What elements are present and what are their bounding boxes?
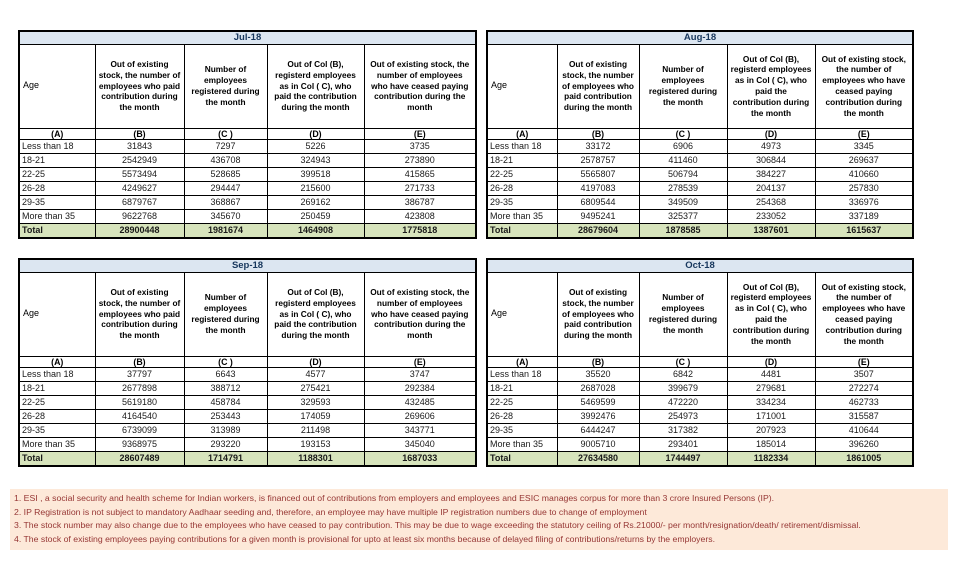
value-cell: 5619180 [95,395,184,409]
value-cell: 174059 [267,409,364,423]
value-cell: 278539 [639,181,727,195]
age-cell: More than 35 [19,209,95,223]
column-header-b: Out of existing stock, the number of employees who paid contribution during the month [95,272,184,356]
value-cell: 368867 [184,195,267,209]
value-cell: 415865 [364,167,476,181]
value-cell: 294447 [184,181,267,195]
total-value-cell: 1878585 [639,223,727,238]
total-value-cell: 1188301 [267,451,364,466]
total-label: Total [487,223,557,238]
value-cell: 2687028 [557,381,639,395]
value-cell: 257830 [815,181,913,195]
value-cell: 436708 [184,153,267,167]
column-header-age: Age [19,44,95,128]
age-cell: 18-21 [19,153,95,167]
total-value-cell: 1744497 [639,451,727,466]
value-cell: 528685 [184,167,267,181]
total-value-cell: 1182334 [727,451,815,466]
column-letter-a: (A) [19,356,95,367]
value-cell: 506794 [639,167,727,181]
footnote-3: 3. The stock number may also change due to the employees who have ceased to pay contribution. This may be due to wage exceeding the statutory ceiling of Rs.21000/- per month/resignation/death/ retirement/dismissal. [14,520,861,531]
sep-18-table [18,258,477,467]
footnote-2: 2. IP Registration is not subject to mandatory Aadhaar seeding and, therefore, an employee may have multiple IP registration numbers due to change of employment [14,506,647,517]
month-header-row [19,259,476,272]
age-cell: 18-21 [487,381,557,395]
age-cell: 18-21 [487,153,557,167]
value-cell: 254368 [727,195,815,209]
value-cell: 432485 [364,395,476,409]
table-row [19,209,476,223]
column-header-b: Out of existing stock, the number of employees who paid contribution during the month [557,44,639,128]
month-title: Oct-18 [487,259,913,272]
age-cell: 26-28 [487,409,557,423]
value-cell: 6643 [184,367,267,381]
table-row [19,395,476,409]
value-cell: 9368975 [95,437,184,451]
column-letters-row [19,356,476,367]
value-cell: 253443 [184,409,267,423]
total-value-cell: 1861005 [815,451,913,466]
value-cell: 33172 [557,139,639,153]
value-cell: 386787 [364,195,476,209]
month-header-row [487,31,913,44]
value-cell: 4164540 [95,409,184,423]
value-cell: 399518 [267,167,364,181]
table-row [487,181,913,195]
value-cell: 306844 [727,153,815,167]
column-header-d: Out of Col (B), registerd employees as in Col ( C), who paid the contribution during the month [267,272,364,356]
column-header-d: Out of Col (B), registerd employees as in Col ( C), who paid the contribution during the month [727,272,815,356]
value-cell: 233052 [727,209,815,223]
table-row [487,209,913,223]
value-cell: 269637 [815,153,913,167]
column-header-b: Out of existing stock, the number of employees who paid contribution during the month [557,272,639,356]
table-row [487,167,913,181]
value-cell: 336976 [815,195,913,209]
column-header-age: Age [487,44,557,128]
table-row [487,395,913,409]
value-cell: 4973 [727,139,815,153]
value-cell: 329593 [267,395,364,409]
table-row [487,153,913,167]
column-letter-c: (C ) [184,128,267,139]
value-cell: 269606 [364,409,476,423]
value-cell: 5565807 [557,167,639,181]
value-cell: 343771 [364,423,476,437]
value-cell: 5226 [267,139,364,153]
value-cell: 9495241 [557,209,639,223]
footnote-4: 4. The stock of existing employees paying contributions for a given month is provisional for upto at least six months because of delayed filing of contributions/returns by the employers. [14,533,716,544]
value-cell: 193153 [267,437,364,451]
total-value-cell: 1687033 [364,451,476,466]
value-cell: 6879767 [95,195,184,209]
value-cell: 171001 [727,409,815,423]
total-label: Total [19,223,95,238]
column-header-b: Out of existing stock, the number of employees who paid contribution during the month [95,44,184,128]
value-cell: 337189 [815,209,913,223]
age-cell: 26-28 [19,409,95,423]
age-cell: 29-35 [487,423,557,437]
value-cell: 462733 [815,395,913,409]
total-value-cell: 1615637 [815,223,913,238]
column-header-c: Number of employees registered during the month [639,272,727,356]
age-cell: Less than 18 [19,139,95,153]
column-letter-e: (E) [815,356,913,367]
column-header-c: Number of employees registered during the month [639,44,727,128]
value-cell: 3992476 [557,409,639,423]
value-cell: 279681 [727,381,815,395]
value-cell: 271733 [364,181,476,195]
value-cell: 6906 [639,139,727,153]
column-letter-d: (D) [267,128,364,139]
column-header-age: Age [19,272,95,356]
column-letter-b: (B) [95,128,184,139]
column-letter-c: (C ) [639,128,727,139]
value-cell: 3345 [815,139,913,153]
value-cell: 4249627 [95,181,184,195]
total-label: Total [19,451,95,466]
table-row [487,195,913,209]
value-cell: 293401 [639,437,727,451]
value-cell: 423808 [364,209,476,223]
age-cell: More than 35 [487,437,557,451]
value-cell: 325377 [639,209,727,223]
total-value-cell: 27634580 [557,451,639,466]
column-header-row [19,272,476,356]
total-value-cell: 28679604 [557,223,639,238]
column-header-e: Out of existing stock, the number of employees who have ceased paying contribution during the month [364,44,476,128]
column-header-c: Number of employees registered during the month [184,44,267,128]
table-row [487,367,913,381]
column-letter-b: (B) [557,128,639,139]
value-cell: 269162 [267,195,364,209]
value-cell: 384227 [727,167,815,181]
age-cell: 22-25 [487,167,557,181]
month-header-row [487,259,913,272]
column-header-age: Age [487,272,557,356]
table-row [487,437,913,451]
total-row [19,451,476,466]
value-cell: 35520 [557,367,639,381]
value-cell: 345040 [364,437,476,451]
oct-18-table [486,258,914,467]
total-value-cell: 1775818 [364,223,476,238]
value-cell: 4197083 [557,181,639,195]
column-letters-row [487,128,913,139]
value-cell: 7297 [184,139,267,153]
column-letter-d: (D) [727,128,815,139]
column-letter-d: (D) [267,356,364,367]
month-title: Aug-18 [487,31,913,44]
value-cell: 2542949 [95,153,184,167]
month-header-row [19,31,476,44]
value-cell: 31843 [95,139,184,153]
column-letter-a: (A) [487,356,557,367]
column-letter-e: (E) [364,128,476,139]
column-header-d: Out of Col (B), registerd employees as in Col ( C), who paid the contribution during the month [727,44,815,128]
value-cell: 317382 [639,423,727,437]
value-cell: 215600 [267,181,364,195]
value-cell: 410644 [815,423,913,437]
table-row [19,139,476,153]
value-cell: 275421 [267,381,364,395]
value-cell: 313989 [184,423,267,437]
age-cell: 18-21 [19,381,95,395]
value-cell: 273890 [364,153,476,167]
value-cell: 388712 [184,381,267,395]
age-cell: 29-35 [487,195,557,209]
age-cell: Less than 18 [19,367,95,381]
value-cell: 6444247 [557,423,639,437]
column-letter-c: (C ) [639,356,727,367]
table-row [487,139,913,153]
column-header-row [19,44,476,128]
value-cell: 207923 [727,423,815,437]
value-cell: 410660 [815,167,913,181]
table-row [19,423,476,437]
value-cell: 411460 [639,153,727,167]
total-row [19,223,476,238]
value-cell: 292384 [364,381,476,395]
value-cell: 9622768 [95,209,184,223]
value-cell: 458784 [184,395,267,409]
month-title: Jul-18 [19,31,476,44]
value-cell: 272274 [815,381,913,395]
month-title: Sep-18 [19,259,476,272]
value-cell: 324943 [267,153,364,167]
value-cell: 6739099 [95,423,184,437]
column-letter-c: (C ) [184,356,267,367]
value-cell: 399679 [639,381,727,395]
table-row [19,367,476,381]
age-cell: 29-35 [19,423,95,437]
column-header-e: Out of existing stock, the number of employees who have ceased paying contribution during the month [815,44,913,128]
column-letter-e: (E) [815,128,913,139]
age-cell: 22-25 [19,167,95,181]
value-cell: 396260 [815,437,913,451]
total-row [487,451,913,466]
jul-18-table [18,30,477,239]
total-value-cell: 1387601 [727,223,815,238]
value-cell: 2578757 [557,153,639,167]
column-header-e: Out of existing stock, the number of employees who have ceased paying contribution during the month [815,272,913,356]
column-header-row [487,272,913,356]
value-cell: 185014 [727,437,815,451]
total-label: Total [487,451,557,466]
value-cell: 345670 [184,209,267,223]
column-header-e: Out of existing stock, the number of employees who have ceased paying contribution during the month [364,272,476,356]
value-cell: 3507 [815,367,913,381]
value-cell: 211498 [267,423,364,437]
total-value-cell: 1981674 [184,223,267,238]
total-value-cell: 28900448 [95,223,184,238]
table-row [19,437,476,451]
age-cell: 26-28 [487,181,557,195]
age-cell: More than 35 [487,209,557,223]
value-cell: 334234 [727,395,815,409]
column-letter-b: (B) [95,356,184,367]
value-cell: 349509 [639,195,727,209]
total-value-cell: 28607489 [95,451,184,466]
value-cell: 9005710 [557,437,639,451]
age-cell: Less than 18 [487,139,557,153]
aug-18-table [486,30,914,239]
value-cell: 293220 [184,437,267,451]
footnotes-block [10,489,948,550]
value-cell: 250459 [267,209,364,223]
age-cell: 22-25 [19,395,95,409]
column-letter-e: (E) [364,356,476,367]
table-row [19,381,476,395]
age-cell: More than 35 [19,437,95,451]
column-header-c: Number of employees registered during the month [184,272,267,356]
table-row [487,409,913,423]
value-cell: 4481 [727,367,815,381]
table-row [487,423,913,437]
value-cell: 3747 [364,367,476,381]
total-value-cell: 1464908 [267,223,364,238]
value-cell: 6809544 [557,195,639,209]
value-cell: 5469599 [557,395,639,409]
value-cell: 315587 [815,409,913,423]
table-row [19,195,476,209]
table-row [19,181,476,195]
age-cell: 26-28 [19,181,95,195]
column-header-row [487,44,913,128]
table-row [19,153,476,167]
value-cell: 4577 [267,367,364,381]
column-letter-a: (A) [19,128,95,139]
footnote-1: 1. ESI , a social security and health scheme for Indian workers, is financed out of contributions from employers and employees and ESIC manages corpus for more than 3 crore Insured Persons (IP). [14,493,775,503]
column-letter-a: (A) [487,128,557,139]
column-letters-row [19,128,476,139]
table-row [19,167,476,181]
value-cell: 5573494 [95,167,184,181]
total-row [487,223,913,238]
age-cell: 22-25 [487,395,557,409]
value-cell: 204137 [727,181,815,195]
table-row [487,381,913,395]
value-cell: 3735 [364,139,476,153]
age-cell: Less than 18 [487,367,557,381]
value-cell: 472220 [639,395,727,409]
value-cell: 254973 [639,409,727,423]
value-cell: 37797 [95,367,184,381]
value-cell: 2677898 [95,381,184,395]
table-row [19,409,476,423]
column-letter-d: (D) [727,356,815,367]
age-cell: 29-35 [19,195,95,209]
column-letter-b: (B) [557,356,639,367]
total-value-cell: 1714791 [184,451,267,466]
column-letters-row [487,356,913,367]
value-cell: 6842 [639,367,727,381]
column-header-d: Out of Col (B), registerd employees as in Col ( C), who paid the contribution during the month [267,44,364,128]
